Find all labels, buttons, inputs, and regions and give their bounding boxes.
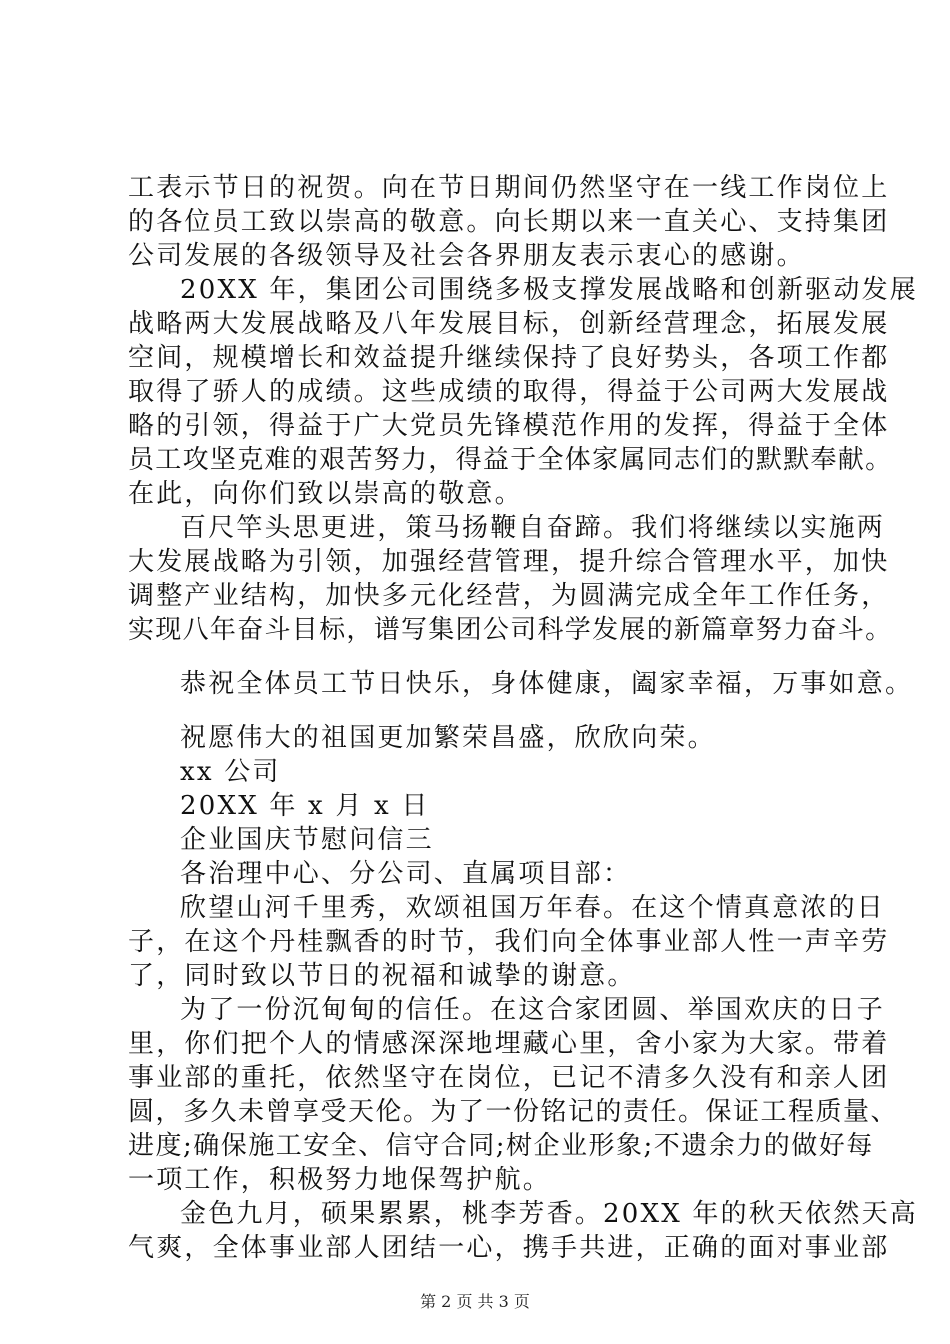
body-line: 为了一份沉甸甸的信任。在这合家团圆、举国欢庆的日子	[180, 995, 886, 1025]
greeting-line: 祝愿伟大的祖国更加繁荣昌盛，欣欣向荣。	[180, 723, 716, 753]
body-line: 子，在这个丹桂飘香的时节，我们向全体事业部人性一声辛劳	[128, 927, 890, 957]
salutation: 各治理中心、分公司、直属项目部：	[180, 859, 632, 889]
body-line: 调整产业结构，加快多元化经营，为圆满完成全年工作任务，	[128, 581, 890, 611]
body-line: 工表示节日的祝贺。向在节日期间仍然坚守在一线工作岗位上	[128, 173, 890, 203]
body-line: 的各位员工致以崇高的敬意。向长期以来一直关心、支持集团	[128, 207, 890, 237]
body-line: 欣望山河千里秀，欢颂祖国万年春。在这个情真意浓的日	[180, 893, 886, 923]
body-line: 空间，规模增长和效益提升继续保持了良好势头，各项工作都	[128, 343, 890, 373]
body-line: 事业部的重托，依然坚守在岗位，已记不清多久没有和亲人团	[128, 1063, 890, 1093]
signature-date: 20XX 年 x 月 x 日	[180, 791, 430, 821]
body-line: 取得了骄人的成绩。这些成绩的取得，得益于公司两大发展战	[128, 377, 890, 407]
body-line: 气爽，全体事业部人团结一心，携手共进，正确的面对事业部	[128, 1233, 890, 1263]
body-line: 了，同时致以节日的祝福和诚挚的谢意。	[128, 961, 636, 991]
section-title: 企业国庆节慰问信三	[180, 825, 434, 855]
body-line: 大发展战略为引领，加强经营管理，提升综合管理水平，加快	[128, 547, 890, 577]
body-line: 20XX 年，集团公司围绕多极支撑发展战略和创新驱动发展	[180, 275, 918, 305]
signature-company: xx 公司	[180, 757, 281, 787]
body-line: 在此，向你们致以崇高的敬意。	[128, 479, 523, 509]
greeting-line: 恭祝全体员工节日快乐，身体健康，阖家幸福，万事如意。	[180, 669, 914, 699]
page-footer: 第 2 页 共 3 页	[420, 1292, 530, 1311]
body-line: 金色九月，硕果累累，桃李芳香。20XX 年的秋天依然天高	[180, 1199, 918, 1229]
body-line: 略的引领，得益于广大党员先锋模范作用的发挥，得益于全体	[128, 411, 890, 441]
body-line: 百尺竿头思更进，策马扬鞭自奋蹄。我们将继续以实施两	[180, 513, 886, 543]
body-line: 员工攻坚克难的艰苦努力，得益于全体家属同志们的默默奉献。	[128, 445, 893, 475]
body-line: 战略两大发展战略及八年发展目标，创新经营理念，拓展发展	[128, 309, 890, 339]
body-line: 公司发展的各级领导及社会各界朋友表示衷心的感谢。	[128, 241, 805, 271]
body-line: 里，你们把个人的情感深深地埋藏心里，舍小家为大家。带着	[128, 1029, 890, 1059]
body-line: 圆，多久未曾享受天伦。为了一份铭记的责任。保证工程质量、	[128, 1097, 899, 1127]
body-line: 进度;确保施工安全、信守合同;树企业形象;不遗余力的做好每	[128, 1131, 874, 1161]
body-line: 实现八年奋斗目标，谱写集团公司科学发展的新篇章努力奋斗。	[128, 615, 893, 645]
body-line: 一项工作，积极努力地保驾护航。	[128, 1165, 552, 1195]
